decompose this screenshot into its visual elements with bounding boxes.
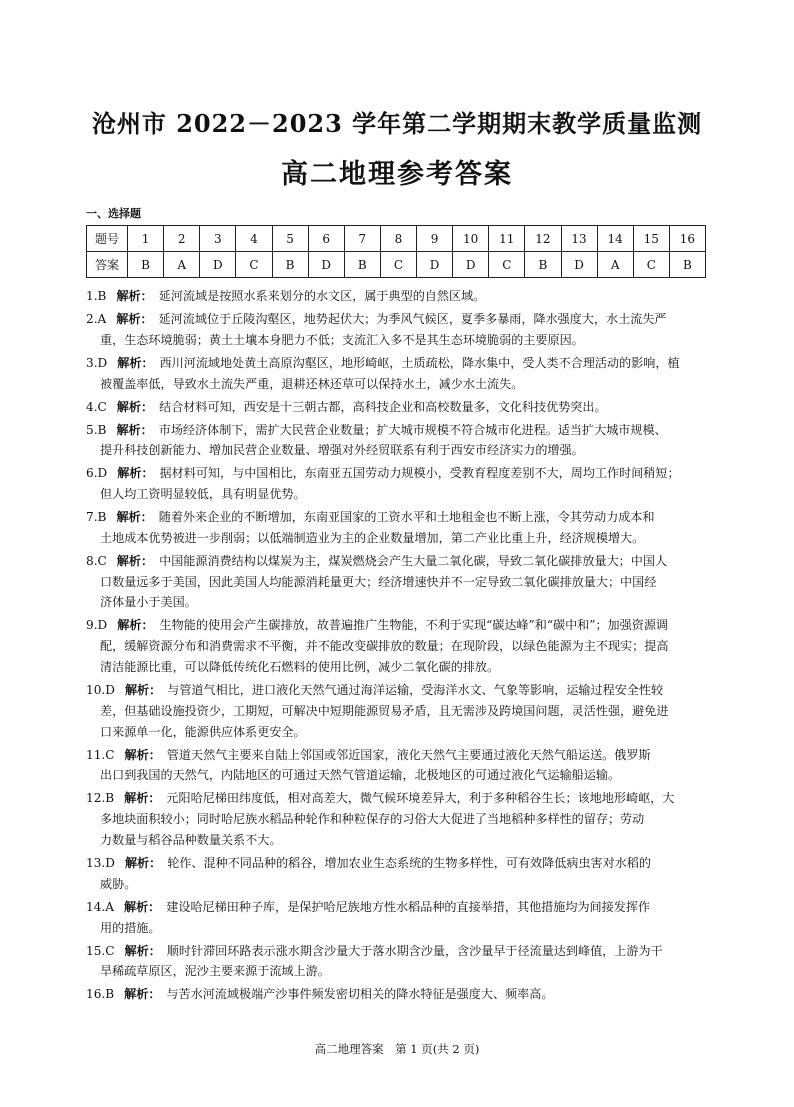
explanation-text: 轮作、混种不同品种的稻谷，增加农业生态系统的生物多样性，可有效降低病虫害对水稻的 — [167, 855, 651, 870]
analysis-label: 解析： — [116, 289, 153, 303]
explanation-answer: 9.D — [86, 618, 108, 633]
explanation-answer: 10.D — [86, 683, 115, 698]
answer-cell: A — [164, 252, 200, 278]
document-subtitle: 高二地理参考答案 — [281, 159, 513, 190]
question-number-cell: 13 — [561, 226, 597, 252]
explanation-text: 顺时针滞回环路表示涨水期含沙量大于落水期含沙量，含沙量早于径流量达到峰值，上游为干 — [166, 943, 663, 958]
answer-cell: B — [128, 252, 164, 278]
explanation-line — [86, 984, 710, 1005]
explanation-answer: 16.B — [86, 987, 115, 1002]
explanation-answer: 4.C — [86, 399, 107, 414]
explanation-answer: 14.A — [86, 899, 114, 914]
explanation-answer: 2.A — [86, 311, 107, 326]
answer-cell: C — [489, 252, 525, 278]
explanation-line — [86, 615, 710, 636]
answer-cell: D — [417, 252, 453, 278]
explanation-item — [86, 286, 710, 307]
explanation-line — [86, 353, 710, 374]
explanation-line: 口来源单一化，能源供应体系更安全。 — [100, 724, 306, 739]
explanation-text: 元阳哈尼梯田纬度低，相对高差大，微气候环境差异大，利于多种稻谷生长；该地地形崎岖，大 — [166, 791, 675, 806]
explanation-answer: 12.B — [86, 791, 115, 806]
answer-table-row-label: 答案 — [87, 252, 128, 278]
explanation-answer: 5.B — [86, 422, 107, 437]
explanation-text: 生物能的使用会产生碳排放，故普遍推广生物能，不利于实现“碳达峰”和“碳中和”；加强资源调 — [159, 618, 669, 633]
analysis-label: 解析： — [116, 399, 154, 414]
explanation-line — [86, 286, 710, 307]
explanation-line: 济体量小于美国。 — [100, 595, 197, 610]
explanation-item — [86, 463, 710, 505]
explanation-line: 但人均工资明显较低，具有明显优势。 — [100, 487, 306, 502]
analysis-label: 解析： — [124, 747, 161, 762]
answer-cell: D — [453, 252, 489, 278]
answer-cell: D — [308, 252, 344, 278]
explanation-line — [86, 507, 710, 528]
analysis-label: 解析： — [124, 987, 161, 1002]
explanation-item — [86, 353, 710, 395]
document-title: 沧州市 2022－2023 学年第二学期期末教学质量监测 — [91, 109, 703, 138]
explanation-line: 清洁能源比重，可以降低传统化石燃料的使用比例，减少二氧化碳的排放。 — [100, 660, 500, 675]
explanation-text: 管道天然气主要来自陆上邻国或邻近国家，液化天然气主要通过液化天然气船运送。俄罗斯 — [166, 747, 651, 762]
answer-cell: B — [344, 252, 380, 278]
explanation-line: 旱稀疏草原区，泥沙主要来源于流域上游。 — [100, 964, 330, 979]
explanation-text: 与苦水河流域极端产沙事件频发密切相关的降水特征是强度大、频率高。 — [166, 987, 554, 1002]
answer-cell: C — [236, 252, 272, 278]
explanation-line — [86, 680, 710, 701]
answer-table-answer-row — [87, 252, 706, 278]
explanation-item — [86, 853, 710, 895]
explanation-line — [86, 853, 710, 874]
explanation-text: 延河流域是按照水系来划分的水文区，属于典型的自然区域。 — [158, 289, 486, 303]
analysis-label: 解析： — [116, 311, 153, 326]
explanation-text: 据材料可知，与中国相比，东南亚五国劳动力规模小，受教育程度差别不大，周均工作时间稍短； — [159, 466, 680, 481]
explanation-item — [86, 309, 710, 351]
explanation-answer: 13.D — [86, 855, 115, 870]
explanation-text: 中国能源消费结构以煤炭为主，煤炭燃烧会产生大量二氧化碳，导致二氧化碳排放量大；中国人 — [159, 553, 668, 568]
explanation-line — [86, 941, 710, 962]
explanation-text: 市场经济体制下，需扩大民营企业数量；扩大城市规模不符合城市化进程。适当扩大城市规模、 — [158, 422, 667, 437]
explanation-line: 土地成本优势被进一步削弱；以低端制造业为主的企业数量增加，第二产业比重上升，经济规模增大。 — [100, 530, 645, 545]
explanation-item — [86, 680, 710, 742]
answer-cell: B — [272, 252, 308, 278]
analysis-label: 解析： — [116, 510, 153, 525]
question-number-cell: 3 — [200, 226, 236, 252]
explanation-answer: 7.B — [86, 510, 107, 525]
explanation-answer: 8.C — [86, 553, 107, 568]
answer-cell: D — [200, 252, 236, 278]
answer-cell: B — [525, 252, 561, 278]
analysis-label: 解析： — [124, 683, 162, 698]
explanation-line: 用的措施。 — [100, 920, 161, 935]
explanation-line: 力数量与稻谷品种数量关系不大。 — [100, 832, 282, 847]
explanation-line: 出口到我国的天然气，内陆地区的可通过天然气管道运输，北极地区的可通过液化气运输船运输。 — [100, 768, 621, 783]
question-number-cell: 8 — [380, 226, 416, 252]
analysis-label: 解析： — [124, 791, 161, 806]
explanation-item — [86, 745, 710, 787]
explanation-item — [86, 551, 710, 613]
explanation-text: 延河流域位于丘陵沟壑区，地势起伏大；为季风气候区，夏季多暴雨，降水强度大，水土流失严 — [158, 311, 667, 326]
page-footer: 高二地理答案 第 1 页(共 2 页) — [314, 1042, 480, 1056]
explanation-text: 建设哈尼梯田种子库，是保护哈尼族地方性水稻品种的直接举措，其他措施均为间接发挥作 — [166, 899, 651, 914]
answer-table-number-row — [87, 226, 706, 252]
explanation-item — [86, 397, 710, 418]
explanation-answer: 15.C — [86, 943, 115, 958]
answer-cell: C — [380, 252, 416, 278]
analysis-label: 解析： — [123, 899, 161, 914]
explanation-line — [86, 788, 710, 809]
question-number-cell: 1 — [128, 226, 164, 252]
question-number-cell: 9 — [417, 226, 453, 252]
explanation-answer: 11.C — [86, 747, 115, 762]
answer-table-row-label: 题号 — [87, 226, 128, 252]
explanation-item — [86, 984, 710, 1005]
explanation-text: 与管道气相比，进口液化天然气通过海洋运输，受海洋水文、气象等影响，运输过程安全性较 — [167, 683, 664, 698]
explanation-text: 随着外来企业的不断增加，东南亚国家的工资水平和土地租金也不断上涨，令其劳动力成本和 — [158, 510, 655, 525]
explanation-line — [86, 463, 710, 484]
explanation-item — [86, 420, 710, 462]
answer-cell: C — [633, 252, 669, 278]
question-number-cell: 11 — [489, 226, 525, 252]
explanation-answer: 1.B — [86, 289, 107, 303]
question-number-cell: 14 — [597, 226, 633, 252]
explanation-line — [86, 397, 710, 418]
analysis-label: 解析： — [116, 553, 154, 568]
question-number-cell: 2 — [164, 226, 200, 252]
answer-cell: A — [597, 252, 633, 278]
explanation-line — [86, 551, 710, 572]
explanation-line — [86, 420, 710, 441]
section-title: 一、选择题 — [86, 207, 141, 220]
explanation-line: 差，但基础设施投资少，工期短，可解决中短期能源贸易矛盾，且无需涉及跨境国问题，灵活性强，避免进 — [100, 703, 669, 718]
answer-table — [86, 225, 706, 278]
explanation-item — [86, 788, 710, 850]
explanation-text: 西川河流域地处黄土高原沟壑区，地形崎岖，土质疏松，降水集中，受人类不合理活动的影响，植 — [159, 355, 680, 370]
explanation-item — [86, 941, 710, 983]
analysis-label: 解析： — [117, 618, 154, 633]
explanation-item — [86, 507, 710, 549]
explanation-line — [86, 897, 710, 918]
explanation-line — [86, 309, 710, 330]
explanation-item — [86, 615, 710, 677]
explanation-line: 多地块面积较小；同时哈尼族水稻品种轮作和种粒保存的习俗大大促进了当地稻种多样性的留存；劳动 — [100, 812, 645, 827]
question-number-cell: 7 — [344, 226, 380, 252]
question-number-cell: 15 — [633, 226, 669, 252]
answer-cell: B — [669, 252, 705, 278]
question-number-cell: 10 — [453, 226, 489, 252]
question-number-cell: 4 — [236, 226, 272, 252]
explanation-line: 口数量远多于美国，因此美国人均能源消耗量更大；经济增速快并不一定导致二氧化碳排放量大；中国经 — [100, 574, 657, 589]
question-number-cell: 12 — [525, 226, 561, 252]
question-number-cell: 6 — [308, 226, 344, 252]
explanation-answer: 6.D — [86, 466, 108, 481]
explanation-list — [86, 286, 710, 1007]
analysis-label: 解析： — [124, 855, 162, 870]
explanation-line — [86, 745, 710, 766]
analysis-label: 解析： — [116, 422, 153, 437]
analysis-label: 解析： — [117, 466, 154, 481]
explanation-line: 配，缓解资源分布和消费需求不平衡，并不能改变碳排放的数量；在现阶段，以绿色能源为主不现实；提高 — [100, 639, 669, 654]
explanation-answer: 3.D — [86, 355, 108, 370]
explanation-line: 重，生态环境脆弱；黄土土壤本身肥力不低；支流汇入多不是其生态环境脆弱的主要原因。 — [100, 332, 584, 347]
question-number-cell: 16 — [669, 226, 705, 252]
explanation-line: 被覆盖率低，导致水土流失严重，退耕还林还草可以保持水土，减少水土流失。 — [100, 376, 524, 391]
question-number-cell: 5 — [272, 226, 308, 252]
answer-cell: D — [561, 252, 597, 278]
explanation-item — [86, 897, 710, 939]
analysis-label: 解析： — [117, 355, 154, 370]
explanation-line: 提升科技创新能力、增加民营企业数量、增强对外经贸联系有利于西安市经济实力的增强。 — [100, 443, 584, 458]
explanation-line: 威胁。 — [100, 876, 137, 891]
explanation-text: 结合材料可知，西安是十三朝古都，高科技企业和高校数量多，文化科技优势突出。 — [159, 399, 607, 414]
analysis-label: 解析： — [124, 943, 161, 958]
